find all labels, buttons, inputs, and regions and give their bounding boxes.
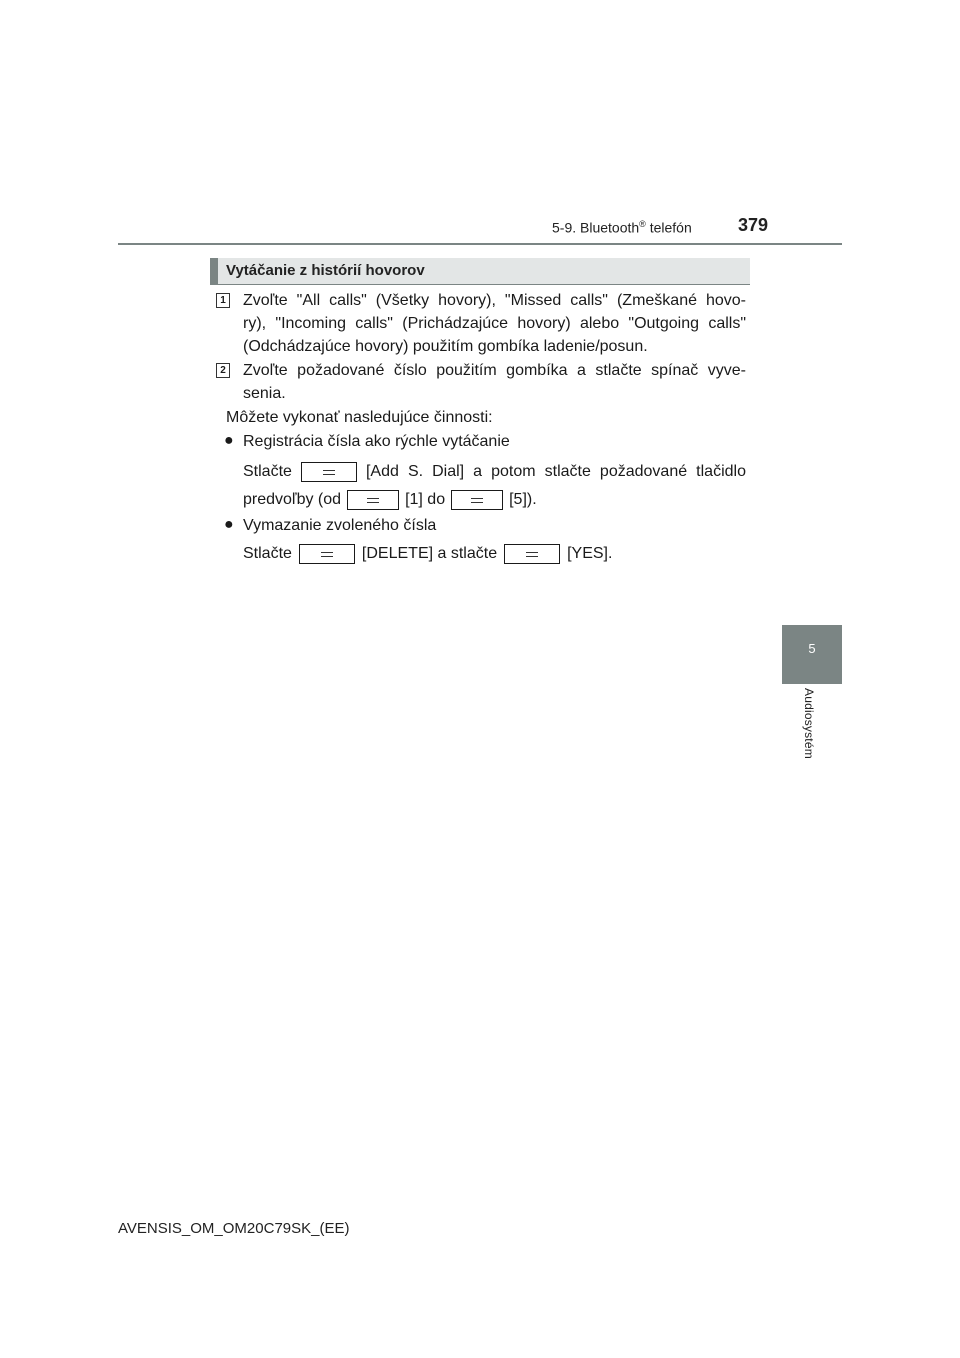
- chapter-label: Audiosystém: [802, 688, 816, 759]
- bullet-1-symbol: ●: [224, 432, 234, 449]
- step-2-text: [243, 359, 746, 405]
- step-2-line-1: Zvoľte požadované číslo použitím gombíka a stlačte spínač vyve-: [243, 362, 746, 379]
- document-code: AVENSIS_OM_OM20C79SK_(EE): [118, 1220, 350, 1237]
- bullet-1-title: Registrácia čísla ako rýchle vytáčanie: [243, 433, 510, 450]
- bullet-2-symbol: ●: [224, 516, 234, 533]
- bullet-1-line-2-before: predvoľby (od: [243, 491, 342, 508]
- section-heading-accent: [210, 258, 218, 284]
- add-s-dial-button-icon: [301, 462, 357, 482]
- step-number-1: 1: [216, 293, 230, 308]
- step-2-line-2: senia.: [243, 385, 286, 402]
- bullet-1-line-1: [243, 462, 746, 482]
- bullet-1-line-2: [243, 490, 537, 510]
- bullet-1-line-2-middle: [1] do: [405, 491, 446, 508]
- header-rule: [118, 243, 842, 245]
- section-heading-rule: [210, 284, 750, 285]
- step-1-line-3: (Odchádzajúce hovory) použitím gombíka ladenie/posun.: [243, 338, 648, 355]
- header-section-title: 5-9. Bluetooth: [552, 219, 640, 236]
- delete-button-icon: [299, 544, 355, 564]
- running-header-section: [552, 219, 692, 236]
- registered-mark: ®: [639, 219, 646, 229]
- preset-1-button-icon: [347, 490, 399, 510]
- bullet-2-line-1-middle: [DELETE] a stlačte: [361, 545, 498, 562]
- header-section-suffix: telefón: [645, 219, 692, 236]
- preset-5-button-icon: [451, 490, 503, 510]
- yes-button-icon: [504, 544, 560, 564]
- step-1-line-2: ry), "Incoming calls" (Prichádzajúce hovory) alebo "Outgoing calls": [243, 315, 746, 332]
- step-1-text: [243, 289, 746, 358]
- chapter-number: 5: [808, 641, 816, 656]
- section-heading: Vytáčanie z histórií hovorov: [226, 262, 425, 279]
- bullet-2-line-1: [243, 544, 612, 564]
- bullet-1-line-2-after: [5]).: [509, 491, 537, 508]
- bullet-2-line-1-after: [YES].: [567, 545, 613, 562]
- step-number-2: 2: [216, 363, 230, 378]
- bullet-1-line-1-before: Stlačte: [243, 463, 292, 480]
- step-1-line-1: Zvoľte "All calls" (Všetky hovory), "Missed calls" (Zmeškané hovo-: [243, 292, 746, 309]
- bullet-2-line-1-before: Stlačte: [243, 545, 292, 562]
- page-number: 379: [738, 215, 769, 235]
- bullet-2-title: Vymazanie zvoleného čísla: [243, 517, 437, 534]
- bullet-1-line-1-after: [Add S. Dial] a potom stlačte požadované tlačidlo: [365, 463, 746, 480]
- intro-text: Môžete vykonať nasledujúce činnosti:: [226, 409, 493, 426]
